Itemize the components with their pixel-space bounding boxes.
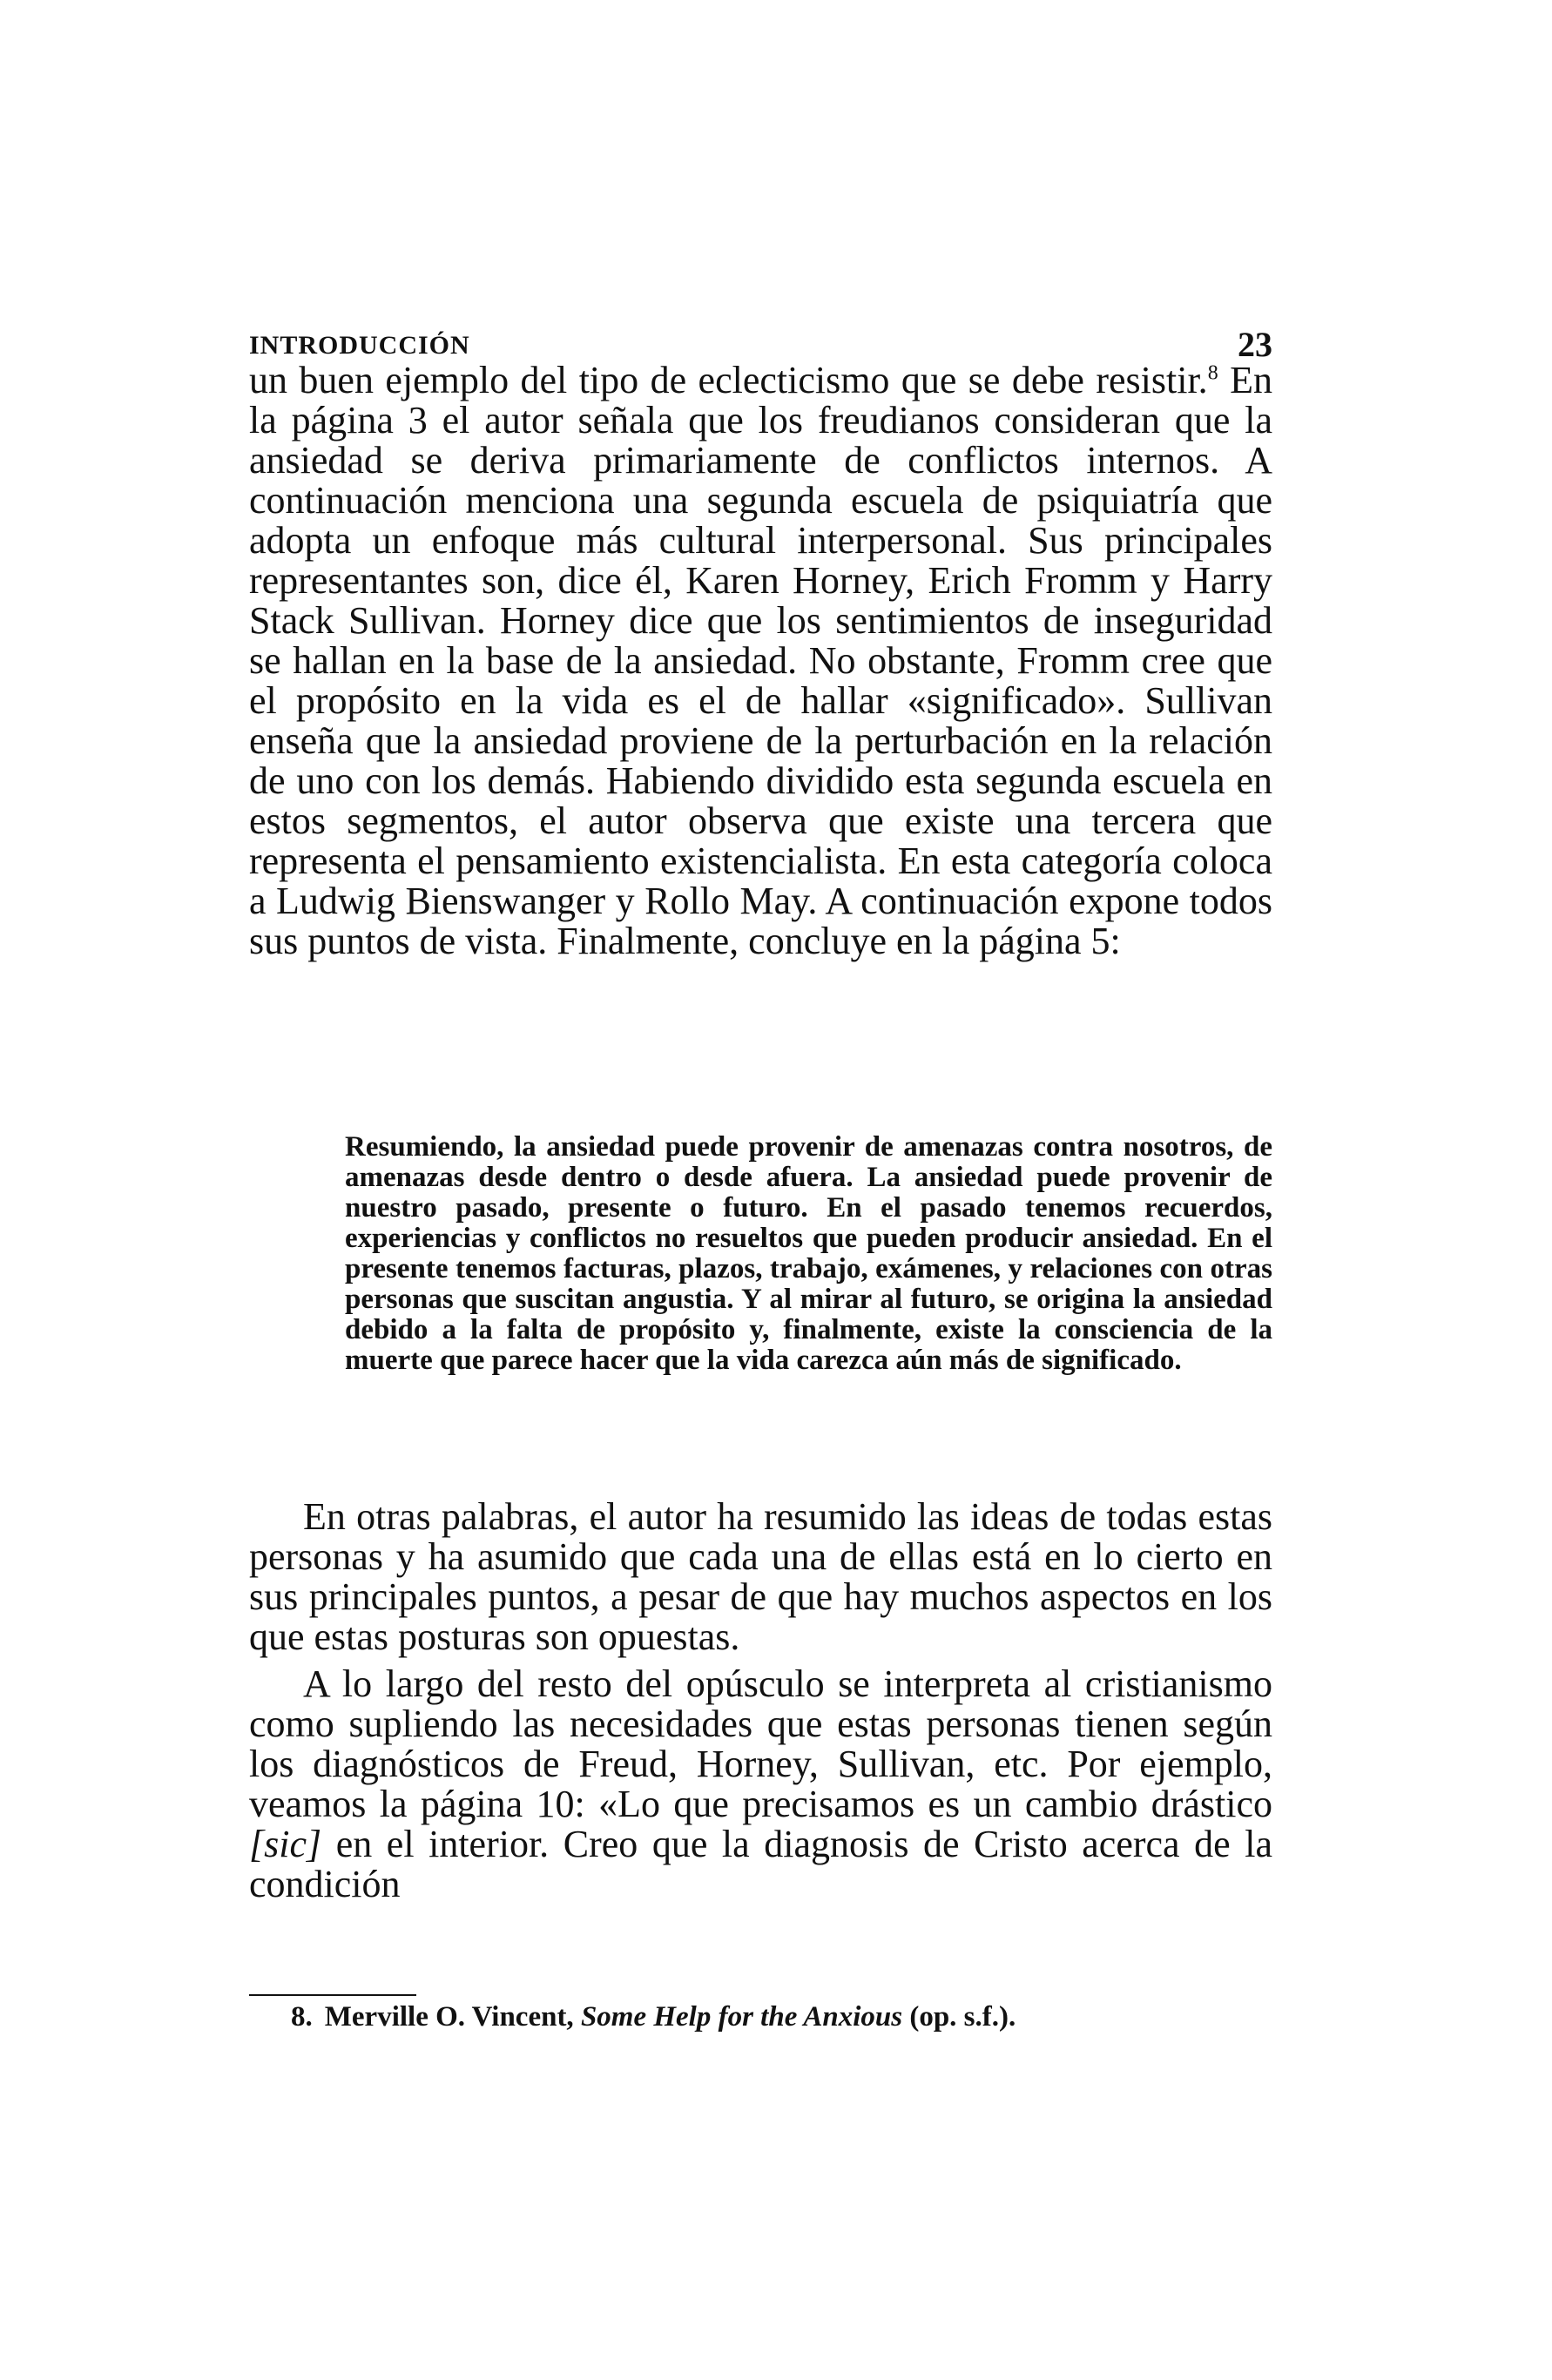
footnote-number: 8. <box>291 2001 313 2033</box>
paragraph-2: En otras palabras, el autor ha resumido las ideas de todas estas personas y ha asumido que cada una de ellas está en lo cierto en sus principales puntos, a pesar de que hay muchos aspectos en los que estas posturas son opuestas. <box>249 1495 1272 1658</box>
footnote <box>291 1999 1272 2034</box>
paragraph-1-start: un buen ejemplo del tipo de eclecticismo que se debe resistir. <box>249 359 1208 401</box>
paragraph-3 <box>249 1664 1272 1905</box>
body-text-upper <box>249 361 1272 961</box>
footnote-reference: 8 <box>1207 361 1218 385</box>
running-title: INTRODUCCIÓN <box>249 331 470 360</box>
paragraph-continued <box>249 361 1272 961</box>
paragraph-3-start: A lo largo del resto del opúsculo se interpreta al cristianismo como supliendo las necesidades que estas personas tienen según los diagnósticos de Freud, Horney, Sullivan, etc. Por ejemplo, veamos la página 10: «Lo que precisamos es un cambio drástico <box>249 1662 1272 1825</box>
footnote-book-title: Some Help for the Anxious <box>580 2001 903 2033</box>
footnote-details: (op. s.f.). <box>909 2001 1016 2033</box>
footnote-rule <box>249 1994 416 1996</box>
paragraph-1-rest: En la página 3 el autor señala que los freudianos consideran que la ansiedad se deriva primariamente de conflictos internos. A continuación menciona una segunda escuela de psiquiatría que adopta un enfoque más cultural interpersonal. Sus principales representantes son, dice él, Karen Horney, Erich Fromm y Harry Stack Sullivan. Horney dice que los sentimientos de inseguridad se hallan en la base de la ansiedad. No obstante, Fromm cree que el propósito en la vida es el de hallar «significado». Sullivan enseña que la ansiedad proviene de la perturbación en la relación de uno con los demás. Habiendo dividido esta segunda escuela en estos segmentos, el autor observa que existe una tercera que representa el pensamiento existencialista. En esta categoría coloca a Ludwig Bienswanger y Rollo May. A continuación expone todos sus puntos de vista. Finalmente, concluye en la página 5: <box>249 359 1272 962</box>
body-text-lower <box>249 1497 1272 1905</box>
page-number: 23 <box>1238 325 1272 364</box>
block-quote: Resumiendo, la ansiedad puede provenir de amenazas contra nosotros, de amenazas desde dentro o desde afuera. La ansiedad puede provenir de nuestro pasado, presente o futuro. En el pasado tenemos recuerdos, experiencias y conflictos no resueltos que pueden producir ansiedad. En el presente tenemos facturas, plazos, trabajo, exámenes, y relaciones con otras personas que suscitan angustia. Y al mirar al futuro, se origina la ansiedad debido a la falta de propósito y, finalmente, existe la consciencia de la muerte que parece hacer que la vida carezca aún más de significado. <box>345 1131 1272 1376</box>
sic-annotation: [sic] <box>249 1823 322 1865</box>
footnote-author: Merville O. Vincent, <box>324 2001 574 2033</box>
paragraph-3-end: en el interior. Creo que la diagnosis de Cristo acerca de la condición <box>249 1823 1272 1905</box>
